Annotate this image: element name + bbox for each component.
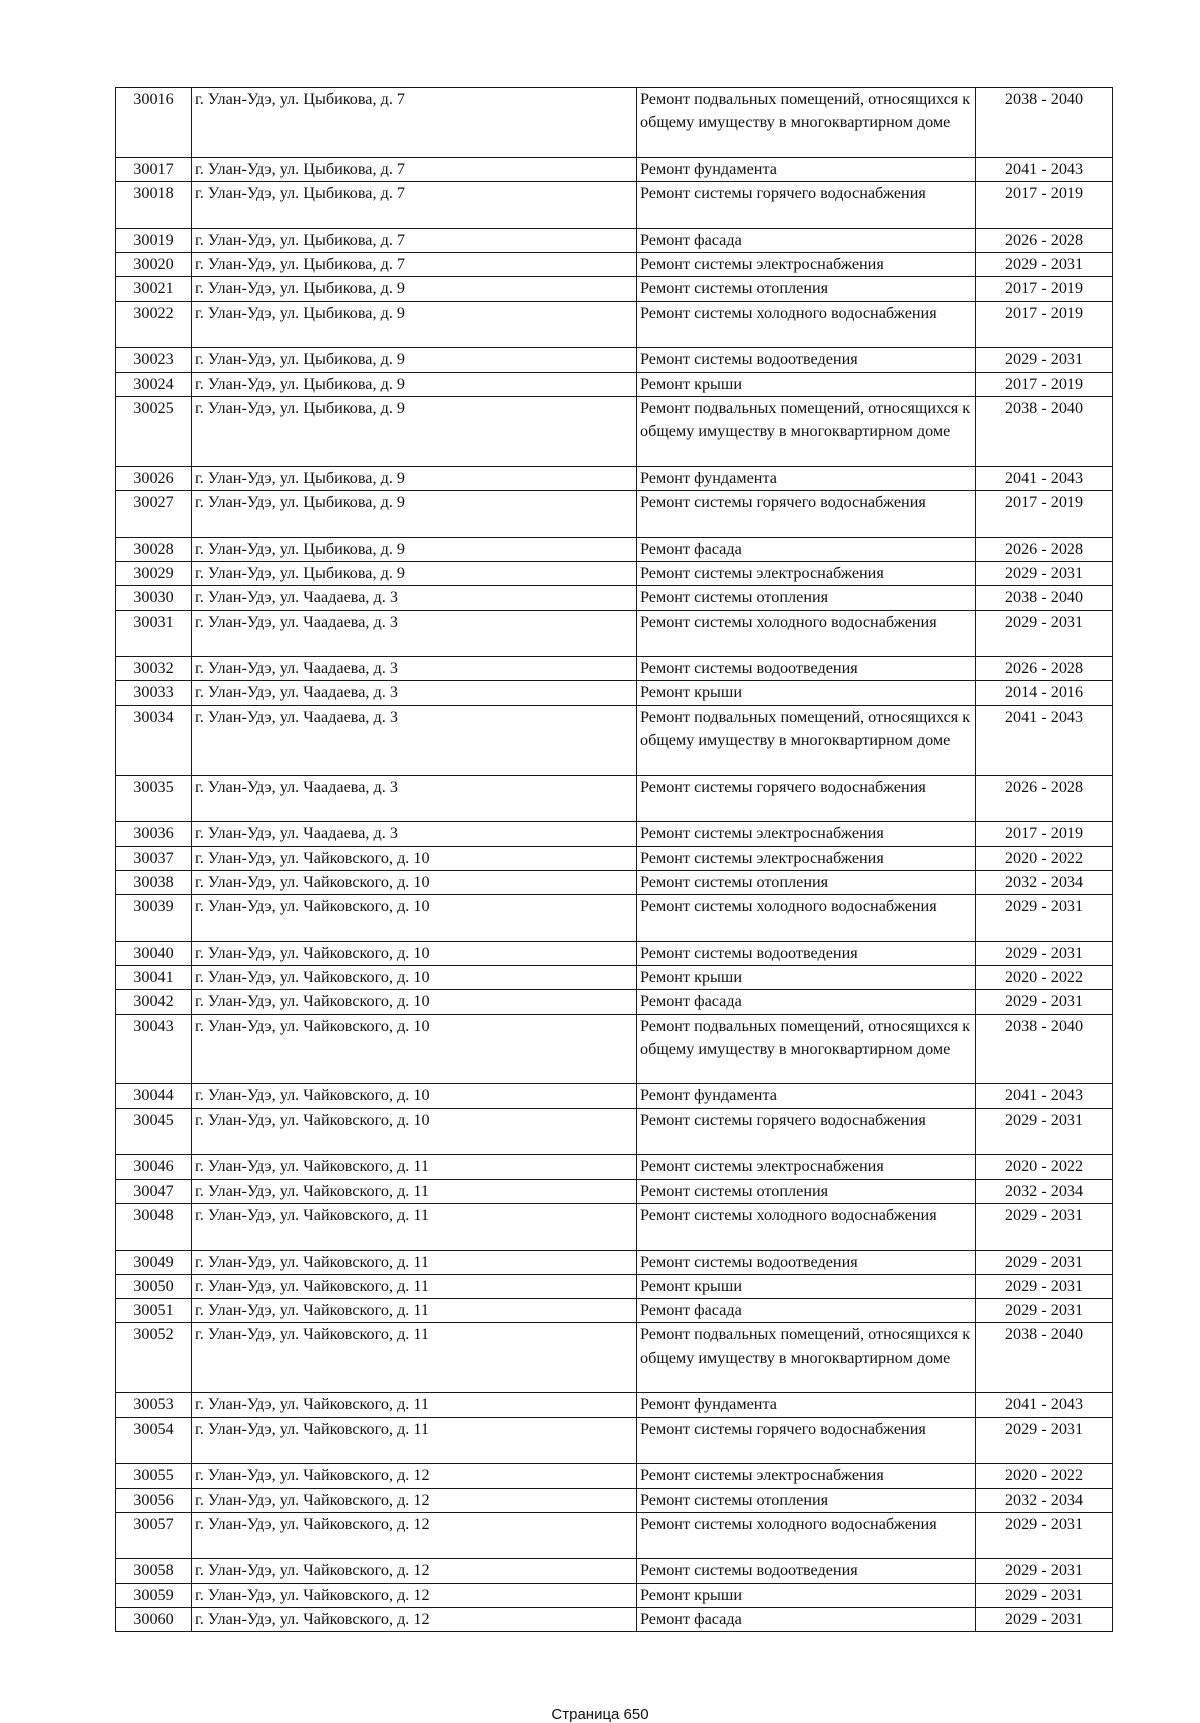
- row-id: 30034: [116, 705, 192, 775]
- row-work-type: Ремонт фасада: [637, 537, 976, 561]
- row-address: г. Улан-Удэ, ул. Чайковского, д. 11: [192, 1155, 637, 1179]
- table-row: [116, 610, 1113, 657]
- row-years: 2029 - 2031: [976, 1203, 1113, 1250]
- row-work-type: Ремонт системы отопления: [637, 277, 976, 301]
- row-years: 2017 - 2019: [976, 491, 1113, 538]
- table-row: [116, 1274, 1113, 1298]
- row-years: 2017 - 2019: [976, 277, 1113, 301]
- row-years: 2032 - 2034: [976, 1488, 1113, 1512]
- row-id: 30043: [116, 1014, 192, 1084]
- row-id: 30029: [116, 561, 192, 585]
- table-row: [116, 1417, 1113, 1464]
- row-id: 30022: [116, 301, 192, 348]
- table-row: [116, 1488, 1113, 1512]
- row-work-type: Ремонт системы водоотведения: [637, 941, 976, 965]
- row-years: 2041 - 2043: [976, 157, 1113, 181]
- row-work-type: Ремонт подвальных помещений, относящихся к общему имуществу в многоквартирном доме: [637, 88, 976, 158]
- row-address: г. Улан-Удэ, ул. Цыбикова, д. 9: [192, 301, 637, 348]
- row-address: г. Улан-Удэ, ул. Чайковского, д. 10: [192, 1108, 637, 1155]
- row-years: 2032 - 2034: [976, 870, 1113, 894]
- row-years: 2029 - 2031: [976, 1608, 1113, 1632]
- row-address: г. Улан-Удэ, ул. Чайковского, д. 10: [192, 870, 637, 894]
- table-row: [116, 990, 1113, 1014]
- row-work-type: Ремонт фасада: [637, 1608, 976, 1632]
- row-years: 2026 - 2028: [976, 537, 1113, 561]
- row-years: 2029 - 2031: [976, 990, 1113, 1014]
- row-address: г. Улан-Удэ, ул. Чайковского, д. 11: [192, 1250, 637, 1274]
- row-address: г. Улан-Удэ, ул. Чайковского, д. 12: [192, 1559, 637, 1583]
- row-years: 2029 - 2031: [976, 253, 1113, 277]
- table-row: [116, 1559, 1113, 1583]
- row-id: 30049: [116, 1250, 192, 1274]
- table-row: [116, 1608, 1113, 1632]
- row-work-type: Ремонт системы горячего водоснабжения: [637, 491, 976, 538]
- row-id: 30042: [116, 990, 192, 1014]
- table-row: [116, 466, 1113, 490]
- row-id: 30017: [116, 157, 192, 181]
- row-years: 2017 - 2019: [976, 301, 1113, 348]
- table-row: [116, 1014, 1113, 1084]
- row-address: г. Улан-Удэ, ул. Чайковского, д. 12: [192, 1608, 637, 1632]
- row-work-type: Ремонт системы отопления: [637, 586, 976, 610]
- row-address: г. Улан-Удэ, ул. Чайковского, д. 11: [192, 1299, 637, 1323]
- row-address: г. Улан-Удэ, ул. Цыбикова, д. 9: [192, 348, 637, 372]
- row-years: 2029 - 2031: [976, 1583, 1113, 1607]
- row-work-type: Ремонт системы холодного водоснабжения: [637, 610, 976, 657]
- row-address: г. Улан-Удэ, ул. Цыбикова, д. 7: [192, 88, 637, 158]
- page-number: Страница 650: [551, 1706, 649, 1723]
- row-work-type: Ремонт фундамента: [637, 466, 976, 490]
- row-id: 30047: [116, 1179, 192, 1203]
- row-address: г. Улан-Удэ, ул. Чайковского, д. 11: [192, 1203, 637, 1250]
- repair-register-table: [115, 87, 1113, 1632]
- row-work-type: Ремонт системы водоотведения: [637, 657, 976, 681]
- row-work-type: Ремонт крыши: [637, 372, 976, 396]
- row-address: г. Улан-Удэ, ул. Чаадаева, д. 3: [192, 610, 637, 657]
- row-id: 30023: [116, 348, 192, 372]
- table-row: [116, 1179, 1113, 1203]
- row-years: 2029 - 2031: [976, 610, 1113, 657]
- row-years: 2029 - 2031: [976, 561, 1113, 585]
- row-work-type: Ремонт подвальных помещений, относящихся к общему имуществу в многоквартирном доме: [637, 705, 976, 775]
- row-years: 2041 - 2043: [976, 1393, 1113, 1417]
- table-row: [116, 348, 1113, 372]
- table-row: [116, 372, 1113, 396]
- row-id: 30026: [116, 466, 192, 490]
- table-row: [116, 705, 1113, 775]
- row-address: г. Улан-Удэ, ул. Чаадаева, д. 3: [192, 681, 637, 705]
- row-years: 2029 - 2031: [976, 941, 1113, 965]
- row-id: 30038: [116, 870, 192, 894]
- row-work-type: Ремонт системы электроснабжения: [637, 1464, 976, 1488]
- table-row: [116, 1299, 1113, 1323]
- row-address: г. Улан-Удэ, ул. Чайковского, д. 10: [192, 846, 637, 870]
- row-work-type: Ремонт системы горячего водоснабжения: [637, 775, 976, 822]
- row-years: 2038 - 2040: [976, 88, 1113, 158]
- row-id: 30027: [116, 491, 192, 538]
- row-address: г. Улан-Удэ, ул. Цыбикова, д. 7: [192, 228, 637, 252]
- row-years: 2020 - 2022: [976, 965, 1113, 989]
- row-address: г. Улан-Удэ, ул. Цыбикова, д. 9: [192, 466, 637, 490]
- table-row: [116, 537, 1113, 561]
- row-id: 30036: [116, 822, 192, 846]
- row-work-type: Ремонт системы отопления: [637, 1488, 976, 1512]
- row-address: г. Улан-Удэ, ул. Чаадаева, д. 3: [192, 775, 637, 822]
- row-work-type: Ремонт системы горячего водоснабжения: [637, 1417, 976, 1464]
- row-work-type: Ремонт системы электроснабжения: [637, 561, 976, 585]
- table-row: [116, 561, 1113, 585]
- table-row: [116, 157, 1113, 181]
- row-years: 2017 - 2019: [976, 822, 1113, 846]
- row-address: г. Улан-Удэ, ул. Чайковского, д. 11: [192, 1179, 637, 1203]
- row-work-type: Ремонт фасада: [637, 228, 976, 252]
- row-id: 30060: [116, 1608, 192, 1632]
- row-address: г. Улан-Удэ, ул. Чайковского, д. 10: [192, 1084, 637, 1108]
- row-address: г. Улан-Удэ, ул. Чайковского, д. 12: [192, 1512, 637, 1559]
- row-address: г. Улан-Удэ, ул. Чайковского, д. 11: [192, 1274, 637, 1298]
- row-work-type: Ремонт системы электроснабжения: [637, 822, 976, 846]
- row-address: г. Улан-Удэ, ул. Чаадаева, д. 3: [192, 705, 637, 775]
- table-row: [116, 681, 1113, 705]
- table-row: [116, 253, 1113, 277]
- table-row: [116, 1583, 1113, 1607]
- row-address: г. Улан-Удэ, ул. Чайковского, д. 10: [192, 990, 637, 1014]
- row-years: 2032 - 2034: [976, 1179, 1113, 1203]
- row-address: г. Улан-Удэ, ул. Чаадаева, д. 3: [192, 586, 637, 610]
- row-id: 30037: [116, 846, 192, 870]
- row-work-type: Ремонт крыши: [637, 1583, 976, 1607]
- row-years: 2020 - 2022: [976, 1155, 1113, 1179]
- table-row: [116, 895, 1113, 942]
- row-id: 30057: [116, 1512, 192, 1559]
- row-work-type: Ремонт системы холодного водоснабжения: [637, 1203, 976, 1250]
- row-years: 2038 - 2040: [976, 1014, 1113, 1084]
- row-address: г. Улан-Удэ, ул. Чайковского, д. 11: [192, 1417, 637, 1464]
- table-row: [116, 586, 1113, 610]
- row-years: 2026 - 2028: [976, 775, 1113, 822]
- row-years: 2041 - 2043: [976, 1084, 1113, 1108]
- row-id: 30046: [116, 1155, 192, 1179]
- table-row: [116, 1323, 1113, 1393]
- row-id: 30041: [116, 965, 192, 989]
- row-work-type: Ремонт системы холодного водоснабжения: [637, 1512, 976, 1559]
- row-address: г. Улан-Удэ, ул. Цыбикова, д. 9: [192, 372, 637, 396]
- row-years: 2029 - 2031: [976, 1299, 1113, 1323]
- row-work-type: Ремонт подвальных помещений, относящихся к общему имуществу в многоквартирном доме: [637, 1014, 976, 1084]
- table-row: [116, 1464, 1113, 1488]
- row-years: 2038 - 2040: [976, 1323, 1113, 1393]
- row-work-type: Ремонт системы отопления: [637, 1179, 976, 1203]
- row-id: 30050: [116, 1274, 192, 1298]
- row-id: 30032: [116, 657, 192, 681]
- row-id: 30054: [116, 1417, 192, 1464]
- row-address: г. Улан-Удэ, ул. Чайковского, д. 12: [192, 1488, 637, 1512]
- table-row: [116, 277, 1113, 301]
- row-work-type: Ремонт системы водоотведения: [637, 1559, 976, 1583]
- row-work-type: Ремонт системы холодного водоснабжения: [637, 301, 976, 348]
- table-row: [116, 1084, 1113, 1108]
- row-years: 2026 - 2028: [976, 228, 1113, 252]
- table-row: [116, 1250, 1113, 1274]
- row-id: 30040: [116, 941, 192, 965]
- row-address: г. Улан-Удэ, ул. Цыбикова, д. 9: [192, 277, 637, 301]
- row-work-type: Ремонт фундамента: [637, 1084, 976, 1108]
- table-row: [116, 941, 1113, 965]
- table-row: [116, 822, 1113, 846]
- row-id: 30016: [116, 88, 192, 158]
- row-id: 30025: [116, 396, 192, 466]
- row-years: 2029 - 2031: [976, 1512, 1113, 1559]
- row-id: 30035: [116, 775, 192, 822]
- table-row: [116, 228, 1113, 252]
- row-id: 30045: [116, 1108, 192, 1155]
- row-address: г. Улан-Удэ, ул. Цыбикова, д. 9: [192, 396, 637, 466]
- row-years: 2029 - 2031: [976, 895, 1113, 942]
- row-work-type: Ремонт фундамента: [637, 157, 976, 181]
- row-address: г. Улан-Удэ, ул. Цыбикова, д. 9: [192, 561, 637, 585]
- row-work-type: Ремонт крыши: [637, 1274, 976, 1298]
- row-years: 2029 - 2031: [976, 1274, 1113, 1298]
- row-id: 30059: [116, 1583, 192, 1607]
- row-id: 30051: [116, 1299, 192, 1323]
- row-work-type: Ремонт подвальных помещений, относящихся к общему имуществу в многоквартирном доме: [637, 1323, 976, 1393]
- row-address: г. Улан-Удэ, ул. Чайковского, д. 11: [192, 1393, 637, 1417]
- row-work-type: Ремонт системы водоотведения: [637, 348, 976, 372]
- row-id: 30031: [116, 610, 192, 657]
- row-id: 30056: [116, 1488, 192, 1512]
- row-years: 2038 - 2040: [976, 586, 1113, 610]
- row-years: 2041 - 2043: [976, 705, 1113, 775]
- row-id: 30055: [116, 1464, 192, 1488]
- table-row: [116, 965, 1113, 989]
- row-id: 30033: [116, 681, 192, 705]
- row-id: 30028: [116, 537, 192, 561]
- row-address: г. Улан-Удэ, ул. Чаадаева, д. 3: [192, 822, 637, 846]
- row-work-type: Ремонт крыши: [637, 681, 976, 705]
- row-years: 2014 - 2016: [976, 681, 1113, 705]
- row-id: 30024: [116, 372, 192, 396]
- register-body: [116, 88, 1113, 1632]
- row-years: 2038 - 2040: [976, 396, 1113, 466]
- row-id: 30058: [116, 1559, 192, 1583]
- row-address: г. Улан-Удэ, ул. Чайковского, д. 12: [192, 1464, 637, 1488]
- row-years: 2020 - 2022: [976, 1464, 1113, 1488]
- row-id: 30018: [116, 182, 192, 229]
- row-work-type: Ремонт системы электроснабжения: [637, 1155, 976, 1179]
- row-work-type: Ремонт крыши: [637, 965, 976, 989]
- row-work-type: Ремонт фундамента: [637, 1393, 976, 1417]
- row-years: 2029 - 2031: [976, 1417, 1113, 1464]
- row-work-type: Ремонт системы отопления: [637, 870, 976, 894]
- row-work-type: Ремонт подвальных помещений, относящихся к общему имуществу в многоквартирном доме: [637, 396, 976, 466]
- row-years: 2020 - 2022: [976, 846, 1113, 870]
- row-address: г. Улан-Удэ, ул. Чайковского, д. 12: [192, 1583, 637, 1607]
- table-row: [116, 1512, 1113, 1559]
- row-address: г. Улан-Удэ, ул. Чайковского, д. 11: [192, 1323, 637, 1393]
- row-address: г. Улан-Удэ, ул. Чайковского, д. 10: [192, 941, 637, 965]
- row-id: 30030: [116, 586, 192, 610]
- row-work-type: Ремонт системы электроснабжения: [637, 846, 976, 870]
- table-row: [116, 182, 1113, 229]
- row-years: 2026 - 2028: [976, 657, 1113, 681]
- table-row: [116, 657, 1113, 681]
- row-work-type: Ремонт системы водоотведения: [637, 1250, 976, 1274]
- table-row: [116, 775, 1113, 822]
- row-id: 30019: [116, 228, 192, 252]
- table-row: [116, 870, 1113, 894]
- row-id: 30052: [116, 1323, 192, 1393]
- row-id: 30053: [116, 1393, 192, 1417]
- row-years: 2029 - 2031: [976, 348, 1113, 372]
- row-id: 30044: [116, 1084, 192, 1108]
- row-years: 2017 - 2019: [976, 182, 1113, 229]
- row-work-type: Ремонт системы горячего водоснабжения: [637, 1108, 976, 1155]
- table-row: [116, 491, 1113, 538]
- table-row: [116, 1155, 1113, 1179]
- row-years: 2017 - 2019: [976, 372, 1113, 396]
- row-years: 2041 - 2043: [976, 466, 1113, 490]
- row-id: 30039: [116, 895, 192, 942]
- table-row: [116, 88, 1113, 158]
- table-row: [116, 1393, 1113, 1417]
- row-work-type: Ремонт фасада: [637, 990, 976, 1014]
- row-id: 30020: [116, 253, 192, 277]
- table-row: [116, 846, 1113, 870]
- row-address: г. Улан-Удэ, ул. Цыбикова, д. 7: [192, 182, 637, 229]
- row-id: 30021: [116, 277, 192, 301]
- row-years: 2029 - 2031: [976, 1559, 1113, 1583]
- row-address: г. Улан-Удэ, ул. Чайковского, д. 10: [192, 1014, 637, 1084]
- table-row: [116, 301, 1113, 348]
- row-address: г. Улан-Удэ, ул. Цыбикова, д. 9: [192, 491, 637, 538]
- row-years: 2029 - 2031: [976, 1250, 1113, 1274]
- row-work-type: Ремонт системы холодного водоснабжения: [637, 895, 976, 942]
- row-address: г. Улан-Удэ, ул. Цыбикова, д. 7: [192, 253, 637, 277]
- row-id: 30048: [116, 1203, 192, 1250]
- row-address: г. Улан-Удэ, ул. Цыбикова, д. 7: [192, 157, 637, 181]
- row-address: г. Улан-Удэ, ул. Цыбикова, д. 9: [192, 537, 637, 561]
- row-address: г. Улан-Удэ, ул. Чайковского, д. 10: [192, 895, 637, 942]
- table-row: [116, 1108, 1113, 1155]
- table-row: [116, 396, 1113, 466]
- row-address: г. Улан-Удэ, ул. Чайковского, д. 10: [192, 965, 637, 989]
- table-row: [116, 1203, 1113, 1250]
- row-years: 2029 - 2031: [976, 1108, 1113, 1155]
- row-address: г. Улан-Удэ, ул. Чаадаева, д. 3: [192, 657, 637, 681]
- row-work-type: Ремонт фасада: [637, 1299, 976, 1323]
- row-work-type: Ремонт системы горячего водоснабжения: [637, 182, 976, 229]
- row-work-type: Ремонт системы электроснабжения: [637, 253, 976, 277]
